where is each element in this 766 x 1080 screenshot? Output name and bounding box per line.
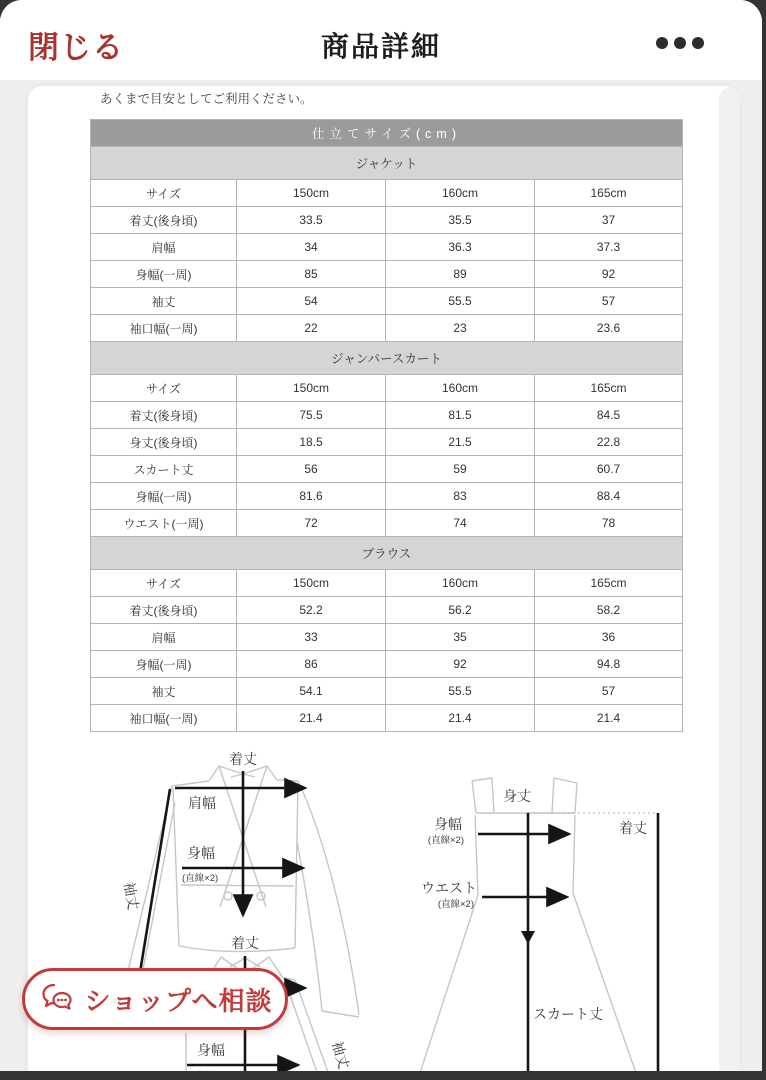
value-cell: 55.5	[386, 288, 535, 315]
table-row	[91, 678, 683, 705]
blouse-mihaba-label: 身幅	[197, 1042, 225, 1058]
value-cell: 57	[535, 288, 683, 315]
value-cell: 21.5	[386, 429, 535, 456]
value-cell: 165cm	[535, 180, 683, 207]
table-row	[91, 207, 683, 234]
jumper-mihaba-note-label: (直線×2)	[427, 835, 464, 846]
table-row	[91, 261, 683, 288]
close-button[interactable]: 閉じる	[28, 30, 124, 65]
row-label-cell: 身幅(一周)	[91, 483, 237, 510]
jumper-kitake-label: 着丈	[619, 820, 647, 836]
app-bar	[0, 0, 762, 80]
product-detail-webview	[0, 80, 762, 1080]
table-row	[91, 234, 683, 261]
jumper-waist-note-label: (直線×2)	[437, 899, 474, 910]
value-cell: ブラウス	[91, 537, 683, 570]
blouse-kitake-label: 着丈	[231, 935, 259, 951]
more-dots-icon	[692, 37, 704, 49]
table-row	[91, 624, 683, 651]
table-row	[91, 705, 683, 732]
value-cell: 35	[386, 624, 535, 651]
row-label-cell: 袖丈	[91, 288, 237, 315]
value-cell: 160cm	[386, 180, 535, 207]
table-row	[91, 429, 683, 456]
row-label-cell: 袖丈	[91, 678, 237, 705]
value-cell: 54.1	[237, 678, 386, 705]
value-cell: 81.6	[237, 483, 386, 510]
row-label-cell: 袖口幅(一周)	[91, 705, 237, 732]
section-header-row	[91, 342, 683, 375]
value-cell: 86	[237, 651, 386, 678]
value-cell: 92	[535, 261, 683, 288]
value-cell: 150cm	[237, 570, 386, 597]
row-label-cell: 袖口幅(一周)	[91, 315, 237, 342]
consult-shop-button[interactable]	[22, 968, 288, 1030]
value-cell: 88.4	[535, 483, 683, 510]
value-cell: 33.5	[237, 207, 386, 234]
table-title-row	[91, 120, 683, 147]
value-cell: 59	[386, 456, 535, 483]
chat-bubbles-icon	[38, 980, 76, 1018]
value-cell: 57	[535, 678, 683, 705]
jumper-mitake-label: 身丈	[503, 788, 531, 804]
value-cell: 94.8	[535, 651, 683, 678]
row-label-cell: サイズ	[91, 570, 237, 597]
jumper-mihaba-label: 身幅	[434, 816, 462, 832]
value-cell: 18.5	[237, 429, 386, 456]
row-label-cell: 肩幅	[91, 624, 237, 651]
row-label-cell: ウエスト(一周)	[91, 510, 237, 537]
more-menu-button[interactable]	[656, 37, 704, 49]
value-cell: 34	[237, 234, 386, 261]
jumper-skirt-length-label: スカート丈	[533, 1006, 603, 1022]
row-label-cell: 着丈(後身頃)	[91, 207, 237, 234]
value-cell: 36	[535, 624, 683, 651]
value-cell: ジャケット	[91, 147, 683, 180]
value-cell: 33	[237, 624, 386, 651]
value-cell: ジャンパースカート	[91, 342, 683, 375]
value-cell: 21.4	[535, 705, 683, 732]
value-cell: 22	[237, 315, 386, 342]
table-row	[91, 402, 683, 429]
table-row	[91, 510, 683, 537]
value-cell: 52.2	[237, 597, 386, 624]
value-cell: 36.3	[386, 234, 535, 261]
value-cell: 22.8	[535, 429, 683, 456]
value-cell: 56	[237, 456, 386, 483]
value-cell: 92	[386, 651, 535, 678]
row-label-cell: 着丈(後身頃)	[91, 597, 237, 624]
value-cell: 21.4	[386, 705, 535, 732]
value-cell: 23.6	[535, 315, 683, 342]
column-header-row	[91, 570, 683, 597]
size-table	[90, 119, 683, 732]
row-label-cell: サイズ	[91, 375, 237, 402]
value-cell: 85	[237, 261, 386, 288]
table-row	[91, 483, 683, 510]
row-label-cell: 身幅(一周)	[91, 651, 237, 678]
value-cell: 75.5	[237, 402, 386, 429]
blouse-chokusen-label: (直線×2)	[192, 1071, 229, 1080]
value-cell: 78	[535, 510, 683, 537]
jacket-kitake-label: 着丈	[229, 751, 257, 767]
value-cell: 150cm	[237, 180, 386, 207]
value-cell: 60.7	[535, 456, 683, 483]
value-cell: 仕立てサイズ(cm)	[91, 120, 683, 147]
value-cell: 81.5	[386, 402, 535, 429]
value-cell: 21.4	[237, 705, 386, 732]
jacket-sodetake-label: 袖丈	[121, 880, 142, 912]
jumper-waist-label: ウエスト	[421, 880, 477, 896]
column-header-row	[91, 180, 683, 207]
disclaimer-note: あくまで目安としてご利用ください。	[100, 92, 313, 106]
value-cell: 37	[535, 207, 683, 234]
value-cell: 74	[386, 510, 535, 537]
value-cell: 160cm	[386, 570, 535, 597]
jumper-skirt-diagram	[420, 778, 658, 1071]
column-header-row	[91, 375, 683, 402]
table-row	[91, 315, 683, 342]
row-label-cell: スカート丈	[91, 456, 237, 483]
table-row	[91, 651, 683, 678]
value-cell: 54	[237, 288, 386, 315]
jacket-katahaba-label: 肩幅	[188, 795, 216, 811]
value-cell: 165cm	[535, 570, 683, 597]
section-header-row	[91, 537, 683, 570]
page-title: 商品詳細	[320, 31, 441, 62]
row-label-cell: 身幅(一周)	[91, 261, 237, 288]
scrollbar[interactable]	[719, 88, 740, 1071]
content-card	[28, 86, 738, 1080]
consult-shop-label: ショップへ相談	[84, 985, 273, 1016]
value-cell: 165cm	[535, 375, 683, 402]
row-label-cell: 着丈(後身頃)	[91, 402, 237, 429]
blouse-sodetake-label: 袖丈	[329, 1039, 353, 1071]
more-dots-icon	[674, 37, 686, 49]
value-cell: 84.5	[535, 402, 683, 429]
value-cell: 23	[386, 315, 535, 342]
table-row	[91, 456, 683, 483]
value-cell: 35.5	[386, 207, 535, 234]
value-cell: 150cm	[237, 375, 386, 402]
table-row	[91, 597, 683, 624]
value-cell: 83	[386, 483, 535, 510]
value-cell: 55.5	[386, 678, 535, 705]
value-cell: 72	[237, 510, 386, 537]
value-cell: 160cm	[386, 375, 535, 402]
jacket-chokusen-label: (直線×2)	[182, 873, 219, 884]
value-cell: 58.2	[535, 597, 683, 624]
table-row	[91, 288, 683, 315]
jacket-mihaba-label: 身幅	[187, 845, 215, 861]
value-cell: 56.2	[386, 597, 535, 624]
value-cell: 37.3	[535, 234, 683, 261]
section-header-row	[91, 147, 683, 180]
row-label-cell: 肩幅	[91, 234, 237, 261]
size-table-body	[91, 120, 683, 732]
value-cell: 89	[386, 261, 535, 288]
row-label-cell: 身丈(後身頃)	[91, 429, 237, 456]
row-label-cell: サイズ	[91, 180, 237, 207]
more-dots-icon	[656, 37, 668, 49]
